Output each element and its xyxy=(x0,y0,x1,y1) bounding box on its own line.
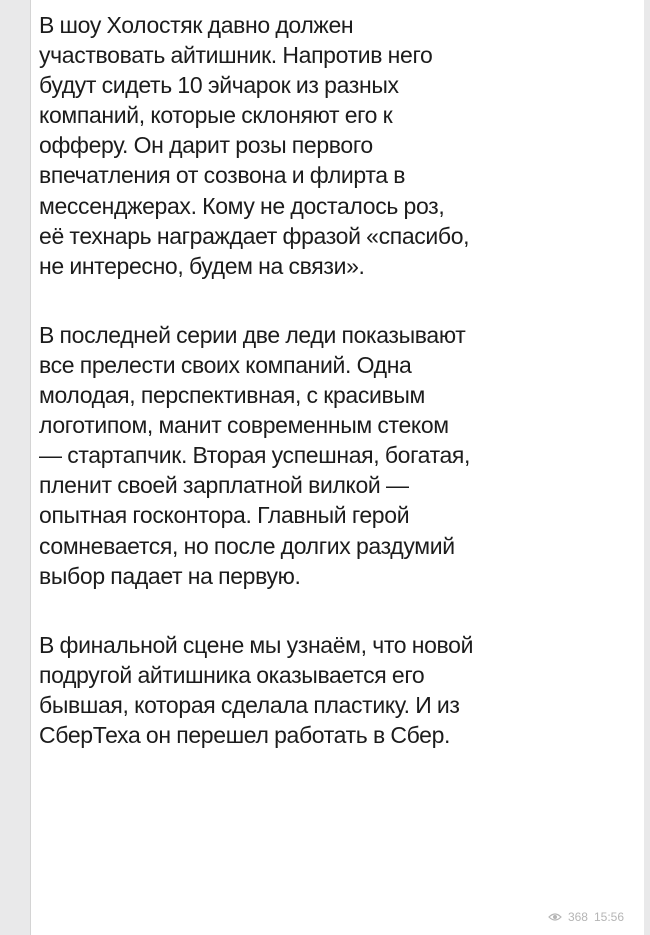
message-line: компаний, которые склоняют его к xyxy=(39,102,393,129)
message-line: пленит своей зарплатной вилкой — xyxy=(39,472,409,499)
message-line: подругой айтишника оказывается его xyxy=(39,661,425,688)
message-line: В шоу Холостяк давно должен xyxy=(39,12,354,38)
message-line: — стартапчик. Вторая успешная, богатая, xyxy=(39,442,471,469)
message-line: её технарь награждает фразой «спасибо, xyxy=(39,222,470,249)
message-line: СберТеха он перешел работать в Сбер. xyxy=(39,721,451,748)
message-line: не интересно, будем на связи». xyxy=(39,252,365,279)
message-line: В последней серии две леди показывают xyxy=(39,321,466,348)
message-line: участвовать айтишник. Напротив него xyxy=(39,42,433,69)
views-count: 368 xyxy=(567,910,588,924)
message-line: выбор падает на первую. xyxy=(39,562,301,589)
paragraph-gap xyxy=(39,281,639,320)
message-time: 15:56 xyxy=(593,910,624,924)
message-line: все прелести своих компаний. Одна xyxy=(39,351,412,378)
message-line: молодая, перспективная, с красивым xyxy=(39,382,425,409)
message-line: впечатления от созвона и флирта в xyxy=(39,162,406,189)
message-line: бывшая, которая сделала пластику. И из xyxy=(39,691,460,718)
message-line: В финальной сцене мы узнаём, что новой xyxy=(39,631,474,658)
message-meta xyxy=(548,910,624,924)
message-line: офферу. Он дарит розы первого xyxy=(39,132,373,159)
message-line: мессенджерах. Кому не досталось роз, xyxy=(39,192,445,219)
message-line: будут сидеть 10 эйчарок из разных xyxy=(39,72,399,99)
message-line: опытная госконтора. Главный герой xyxy=(39,502,410,529)
paragraph-gap xyxy=(39,591,639,630)
eye-icon xyxy=(548,912,562,922)
message-text xyxy=(39,10,639,750)
message-bubble[interactable] xyxy=(30,0,644,935)
message-line: логотипом, манит современным стеком xyxy=(39,412,449,439)
message-line: сомневается, но после долгих раздумий xyxy=(39,532,455,559)
